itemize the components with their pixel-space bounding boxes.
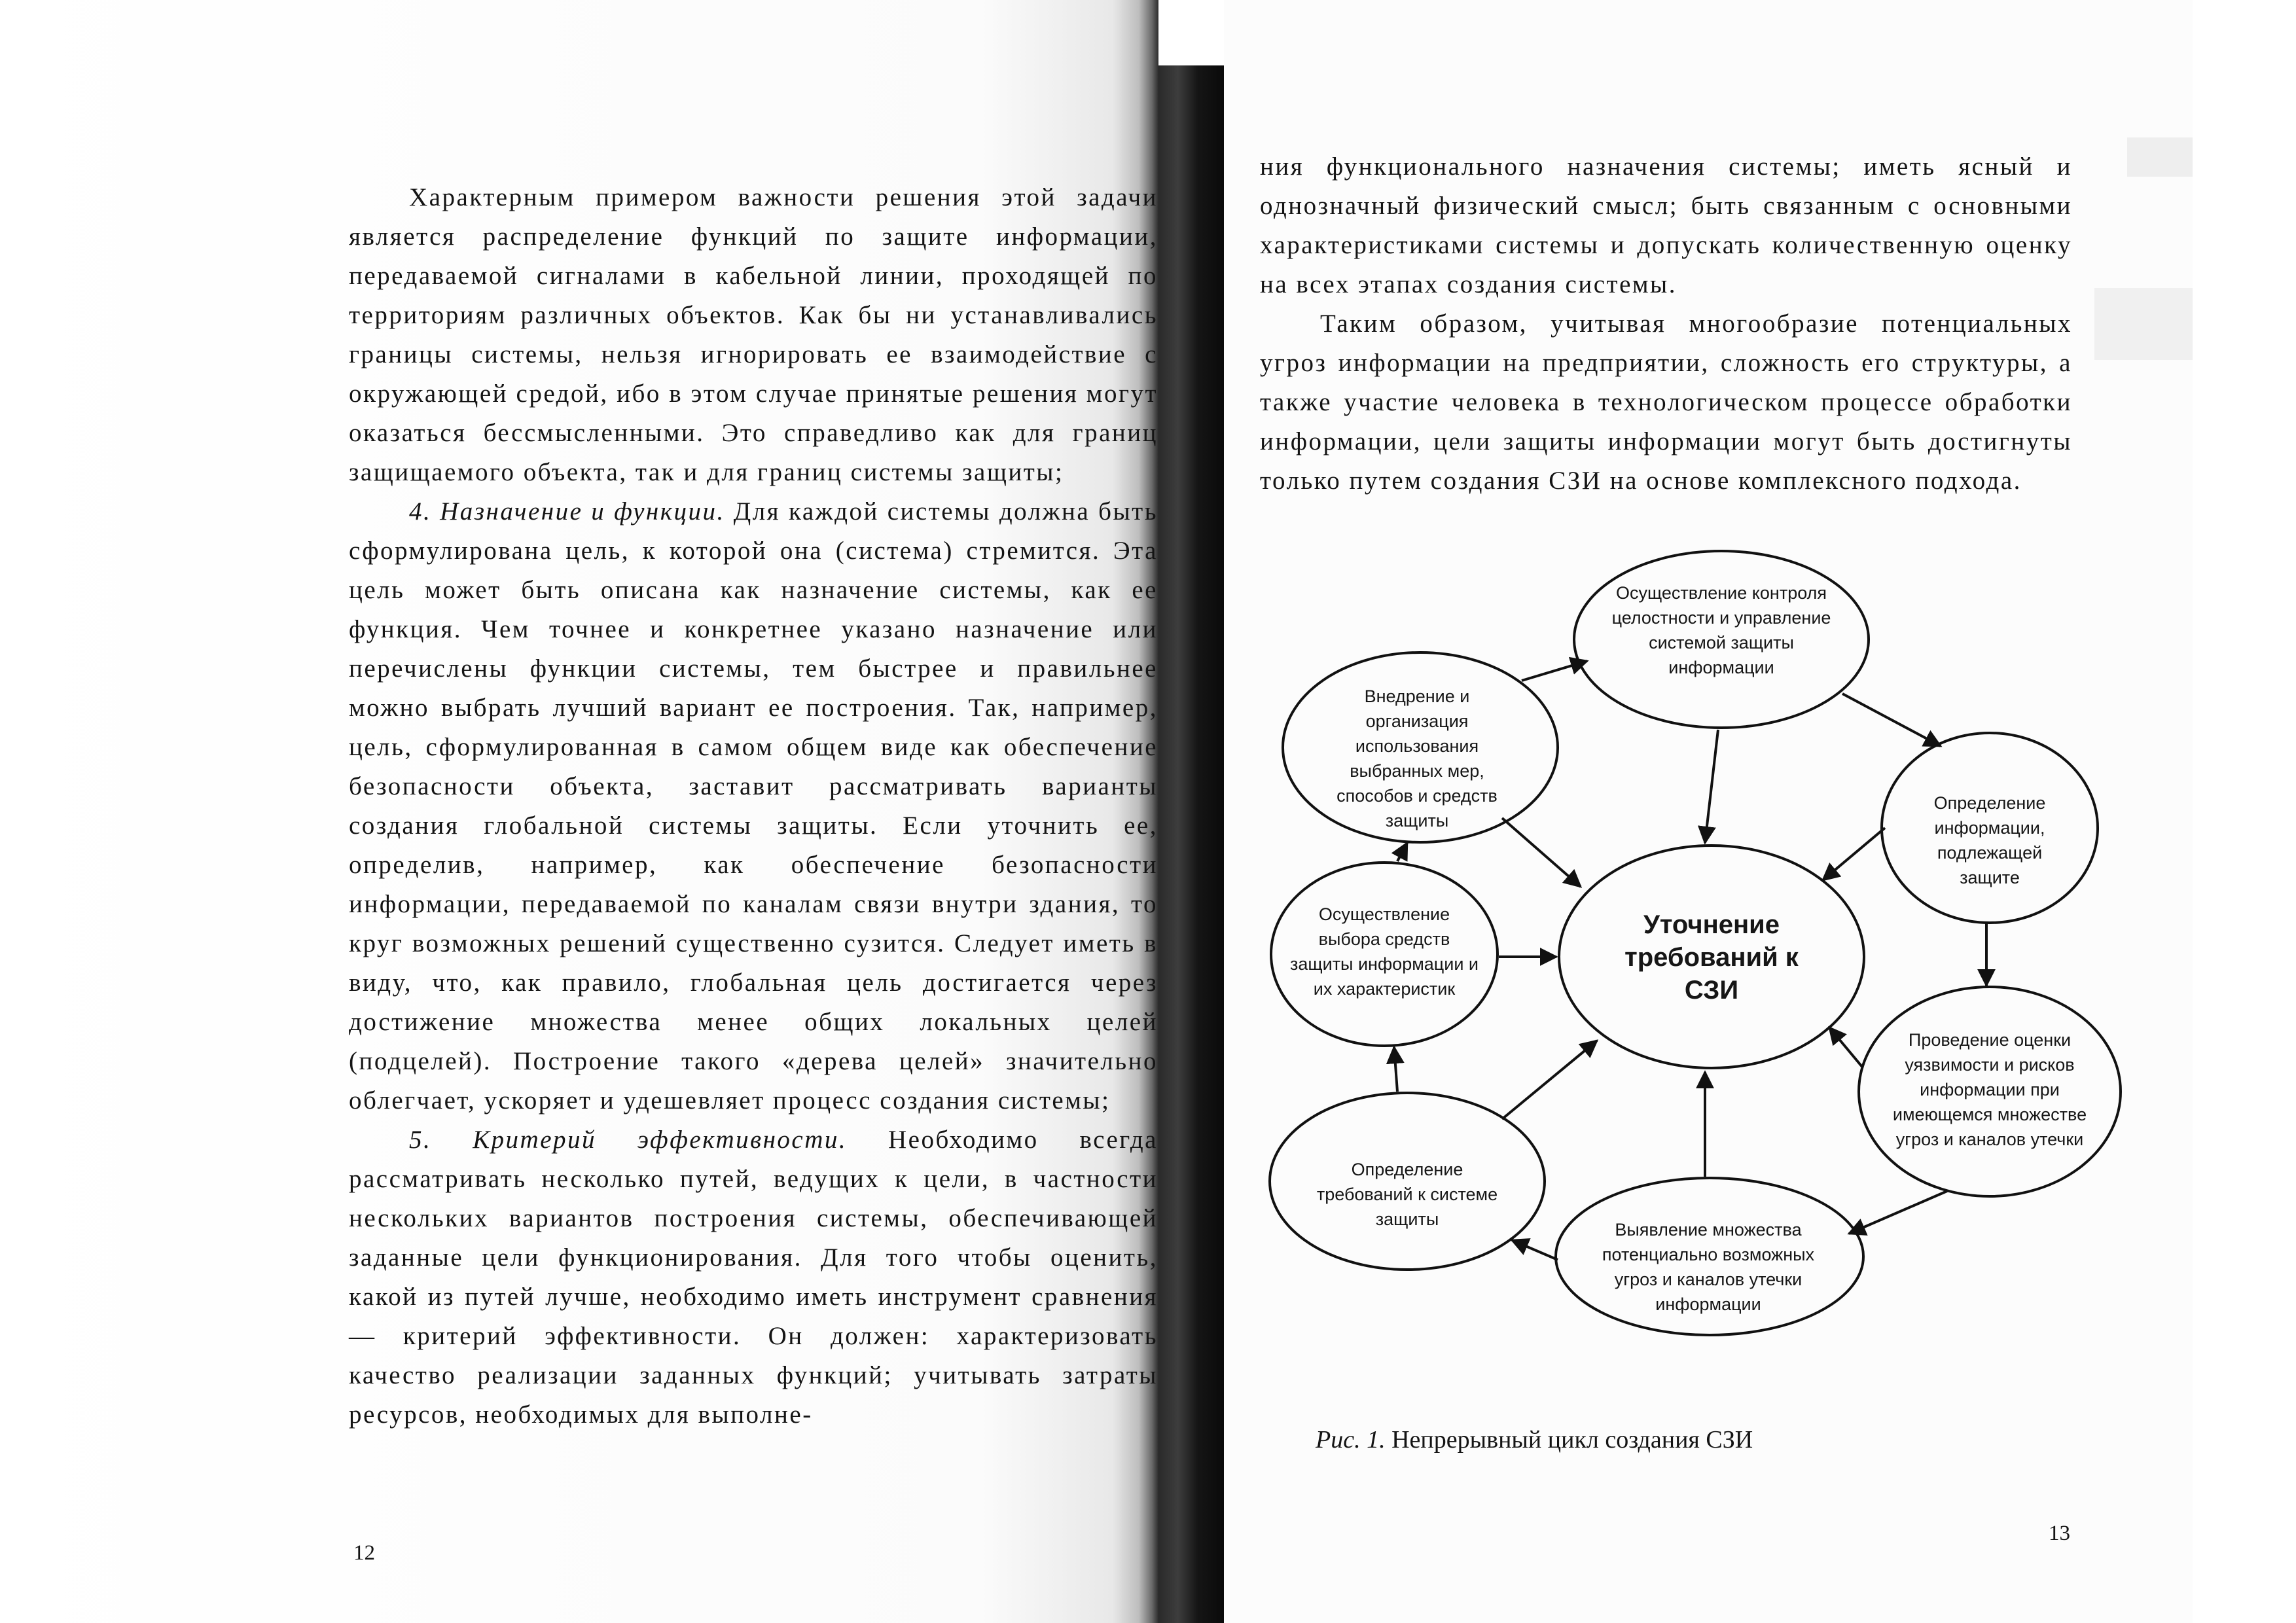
node-implement-label: Внедрение и организация использования выбранных мер, способов и средств защиты bbox=[1336, 687, 1498, 830]
item-5-label: 5. Критерий эффективности. bbox=[409, 1126, 848, 1154]
caption-text: Непрерывный цикл создания СЗИ bbox=[1385, 1426, 1753, 1454]
arrow-control-center bbox=[1705, 730, 1718, 843]
item-4-label: 4. Назначение и функции. bbox=[409, 497, 725, 526]
node-center-label: Уточнение требований к СЗИ bbox=[1624, 910, 1799, 1005]
left-paragraph-item-5 bbox=[349, 1120, 1158, 1435]
arrow-define-center bbox=[1823, 828, 1885, 880]
arrow-control-define bbox=[1842, 694, 1941, 746]
right-page-text bbox=[1260, 147, 2072, 501]
arrow-requirements-select bbox=[1394, 1047, 1397, 1092]
figure-caption bbox=[1316, 1425, 1753, 1454]
item-4-text: Для каждой системы должна быть сформулирована цель, к которой она (система) стремится. Эта цель может быть описана как назначение системы, как ее функция. Чем точнее и конкретнее указано назначение или перечислены функции системы, тем быстрее и правильнее можно выбрать лучший вариант ее построения. Так, например, цель, сформулированная в самом общем виде как обеспечение безопасности объекта, заставит рассматривать варианты создания глобальной системы защиты. Если уточнить ее, определив, например, как обеспечение безопасности информации, передаваемой по каналам связи внутри здания, то круг возможных решений существенно сузится. Следует иметь в виду, что, как правило, глобальная цель достигается через достижение множества менее общих локальных целей (подцелей). Построение такого «дерева целей» значительно облегчает, ускоряет и удешевляет процесс создания системы; bbox=[349, 497, 1158, 1115]
node-threats-label: Выявление множества потенциально возможных угроз и каналов утечки информации bbox=[1602, 1220, 1815, 1314]
right-page-number: 13 bbox=[2049, 1522, 2070, 1545]
arrow-requirements-center bbox=[1502, 1041, 1597, 1119]
node-define-info-label: Определение информации, подлежащей защите bbox=[1933, 793, 2046, 887]
item-5-text: Необходимо всегда рассматривать несколько путей, ведущих к цели, в частности нескольких вариантов построения системы, обеспечивающей заданные цели функционирования. Для того чтобы оценить, какой из путей лучше, необходимо иметь инструмент сравнения — критерий эффективности. Он должен: характеризовать качество реализации заданных функций; учитывать затраты ресурсов, необходимых для выполне- bbox=[349, 1126, 1158, 1429]
arrow-assess-center bbox=[1829, 1027, 1862, 1067]
left-page-text bbox=[349, 178, 1158, 1435]
right-paragraph-2: Таким образом, учитывая многообразие потенциальных угроз информации на предприятии, сложность его структуры, а также участие человека в технологическом процессе обработки информации, цели защиты информации могут быть достигнуты только путем создания СЗИ на основе комплексного подхода. bbox=[1260, 310, 2072, 495]
book-gutter bbox=[1158, 65, 1224, 1623]
left-paragraph-1: Характерным примером важности решения этой задачи является распределение функций по защите информации, передаваемой сигналами в кабельной линии, проходящей по территориям различных объектов. Как бы ни устанавливались границы системы, нельзя игнорировать ее взаимодействие с окружающей средой, ибо в этом случае принятые решения могут оказаться бессмысленными. Это справедливо как для границ защищаемого объекта, так и для границ системы защиты; bbox=[349, 183, 1158, 486]
node-assess-label: Проведение оценки уязвимости и рисков информации при имеющемся множестве угроз и каналов утечки bbox=[1892, 1030, 2087, 1149]
arrow-select-implement bbox=[1397, 843, 1407, 861]
node-requirements-label: Определение требований к системе защиты bbox=[1316, 1160, 1498, 1229]
arrow-assess-threats bbox=[1849, 1191, 1947, 1234]
arrow-threats-requirements bbox=[1512, 1240, 1558, 1260]
left-paragraph-item-4 bbox=[349, 492, 1158, 1120]
arrow-implement-control bbox=[1522, 661, 1587, 681]
szi-cycle-diagram bbox=[1260, 530, 2124, 1342]
right-paragraph-1: ния функционального назначения системы; иметь ясный и однозначный физический смысл; быть связанным с основными характеристиками системы и допускать количественную оценку на всех этапах создания системы. bbox=[1260, 152, 2072, 298]
node-control-label: Осуществление контроля целостности и управление системой защиты информации bbox=[1611, 583, 1831, 677]
caption-prefix: Рис. 1. bbox=[1316, 1426, 1386, 1454]
node-select-means-label: Осуществление выбора средств защиты информации и их характеристик bbox=[1290, 904, 1479, 999]
left-page-number: 12 bbox=[353, 1541, 375, 1565]
